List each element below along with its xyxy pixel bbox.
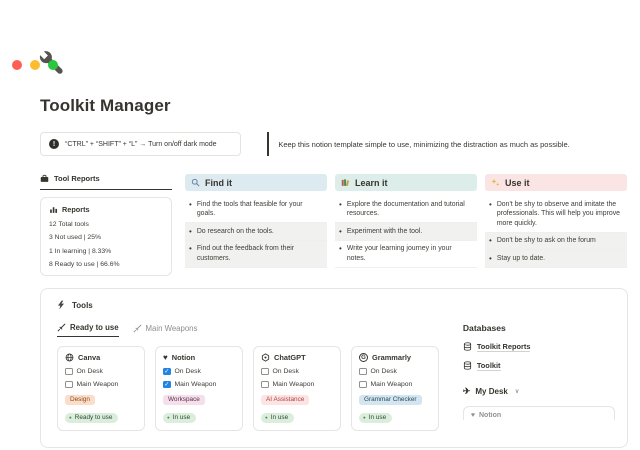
on-desk-checkbox[interactable]	[65, 368, 73, 376]
column-find-it-title: Find it	[205, 177, 232, 188]
reports-card[interactable]	[40, 197, 172, 276]
column-use-it-header	[485, 174, 627, 191]
reports-column	[40, 174, 172, 276]
window-controls	[12, 60, 58, 70]
category-tag: Design	[65, 395, 95, 405]
minimize-window-button[interactable]	[30, 60, 40, 70]
notion-window	[0, 50, 640, 450]
shortcut-callout	[40, 132, 241, 156]
stat-in-learning: 1 In learning | 8.33%	[49, 247, 112, 255]
category-tag: AI Assistance	[261, 395, 309, 405]
list-item: • Find the tools that feasible for your goals.	[185, 196, 327, 223]
callout-text: “CTRL” + “SHIFT” + “L” → Turn on/off dark mode	[65, 140, 217, 148]
databases-column	[463, 323, 615, 431]
main-weapon-label: Main Weapon	[76, 380, 119, 388]
list-item: • Don't be shy to ask on the forum	[485, 233, 627, 251]
on-desk-checkbox[interactable]	[359, 368, 367, 376]
list-item: • Explore the documentation and tutorial resources.	[335, 196, 477, 223]
my-desk-card-label: Notion	[478, 412, 502, 419]
reports-card-title: Reports	[62, 205, 90, 214]
list-item: • Find out the feedback from their customers.	[185, 241, 327, 268]
list-item: • Don't be shy to observe and imitate the professionals. This will help you improve more quickly.	[485, 196, 627, 233]
zoom-window-button[interactable]	[48, 60, 58, 70]
column-use-it	[485, 174, 627, 276]
on-desk-label: On Desk	[76, 367, 103, 375]
toolbox-icon	[40, 174, 49, 183]
status-badge: ● In use	[163, 413, 196, 423]
my-desk-toggle[interactable]	[463, 386, 615, 397]
tool-card-chatgpt[interactable]	[253, 346, 341, 431]
column-learn-it-header	[335, 174, 477, 191]
tab-main-weapons-label: Main Weapons	[145, 324, 198, 333]
main-weapon-checkbox[interactable]	[359, 381, 367, 389]
sparkles-icon	[491, 178, 500, 187]
category-tag: Workspace	[163, 395, 205, 405]
plane-icon: ✈	[462, 386, 471, 396]
guide-columns	[185, 174, 627, 276]
tools-view-tabs	[57, 323, 442, 337]
list-item: • Experiment with the tool.	[335, 223, 477, 241]
category-tag: Grammar Checker	[359, 395, 422, 405]
close-window-button[interactable]	[12, 60, 22, 70]
dagger-icon	[57, 323, 66, 332]
status-badge: ● In use	[359, 413, 392, 423]
link-toolkit-label: Toolkit	[476, 360, 501, 370]
tab-tool-reports[interactable]	[40, 174, 172, 190]
column-find-it	[185, 174, 327, 276]
page-title: Toolkit Manager	[40, 96, 171, 115]
tool-card-title: Canva	[78, 353, 101, 362]
column-learn-it-title: Learn it	[355, 177, 388, 188]
heart-icon: ♥	[470, 412, 475, 419]
tab-main-weapons[interactable]	[133, 324, 198, 337]
main-weapon-checkbox[interactable]	[261, 381, 269, 389]
dagger-icon	[133, 324, 142, 333]
list-item: • Stay up to date.	[485, 250, 627, 268]
tool-card-title: Grammarly	[372, 353, 412, 362]
quote-text: Keep this notion template simple to use, minimizing the distraction as much as possible.	[278, 139, 570, 149]
main-weapon-checkbox[interactable]	[163, 381, 171, 389]
main-weapon-label: Main Weapon	[174, 380, 217, 388]
status-badge: ● In use	[261, 413, 294, 423]
my-desk-label: My Desk	[475, 387, 508, 396]
stat-total-tools: 12 Total tools	[49, 220, 89, 228]
tab-ready-to-use-label: Ready to use	[70, 323, 119, 332]
grammarly-logo-icon: G	[359, 353, 368, 362]
lightning-bolt-icon	[57, 300, 65, 310]
main-weapon-label: Main Weapon	[370, 380, 413, 388]
tool-card-title: Notion	[171, 353, 196, 362]
on-desk-label: On Desk	[174, 367, 201, 375]
stat-not-used: 3 Not used | 25%	[49, 234, 102, 241]
database-icon	[463, 342, 472, 351]
databases-title: Databases	[462, 323, 506, 333]
on-desk-label: On Desk	[272, 367, 299, 375]
main-weapon-checkbox[interactable]	[65, 381, 73, 389]
chevron-down-icon: ∨	[514, 389, 520, 395]
tab-ready-to-use[interactable]	[57, 323, 119, 337]
link-toolkit-reports-label: Toolkit Reports	[476, 341, 531, 351]
my-desk-card-notion[interactable]	[463, 406, 615, 420]
tool-cards-row	[57, 346, 442, 431]
link-toolkit[interactable]	[463, 361, 615, 372]
on-desk-label: On Desk	[370, 367, 397, 375]
tool-card-notion[interactable]	[155, 346, 243, 431]
tool-card-grammarly[interactable]	[351, 346, 439, 431]
on-desk-checkbox[interactable]	[163, 368, 171, 376]
tools-section-card	[40, 288, 628, 448]
heart-icon: ♥	[163, 353, 168, 362]
main-weapon-label: Main Weapon	[272, 380, 315, 388]
books-icon	[341, 178, 350, 187]
column-use-it-title: Use it	[505, 177, 530, 188]
stat-ready-to-use: 8 Ready to use | 66.6%	[49, 261, 120, 268]
globe-icon	[65, 353, 74, 362]
tools-section-title: Tools	[72, 300, 93, 310]
tool-card-title: ChatGPT	[274, 353, 306, 362]
exclamation-icon	[49, 139, 59, 149]
magnifier-icon	[191, 178, 200, 187]
tool-card-canva[interactable]	[57, 346, 145, 431]
on-desk-checkbox[interactable]	[261, 368, 269, 376]
chatgpt-logo-icon	[261, 353, 270, 362]
list-item: • Write your learning journey in your notes.	[335, 241, 477, 268]
database-icon	[463, 361, 472, 370]
column-find-it-header	[185, 174, 327, 191]
quote-block	[267, 132, 628, 156]
tab-tool-reports-label: Tool Reports	[54, 174, 100, 183]
link-toolkit-reports[interactable]	[463, 342, 615, 353]
bar-chart-icon	[49, 205, 58, 214]
status-badge: ● Ready to use	[65, 413, 118, 423]
column-learn-it	[335, 174, 477, 276]
list-item: • Do research on the tools.	[185, 223, 327, 241]
